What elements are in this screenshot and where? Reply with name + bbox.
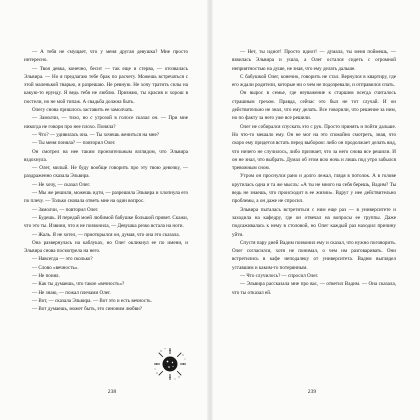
paragraph: — Жаль. Я не хотел, — приоткрылся он, думая, что она это сказала. (32, 231, 180, 238)
paragraph: — Твоя девка, конечно, бесит — так еще и стерва, — отозвалась Эльвира. — Но я предлагаю тебе брак по расчету. Можешь встречаться с этой маленькой тварью, я разрешаю. Не ревную. Не хочу тратить силы на какую-то ерунду. Я ведь тебя не люблю. Признаю, ты красив и хорош в постели, но не мой типаж. А свадьба должна быть. (24, 65, 188, 105)
paragraph: — Вот думаешь, может быть, это синоним любви? (32, 306, 142, 313)
paragraph: С бабушкой Олег, конечно, говорить не стал. Вернулся в квартиру, где его ждали родители, которые ни о чем не подозревали, и отправился спать. (232, 73, 396, 89)
paragraph: Олег не собирался спускать это с рук. Просто принять и пойти дальше. Но что-то мешало ему. Он не мог на это спокойно смотреть, зная, что скоро ему придется встать перед выбором: либо он продолжает делать вид, что ничего не случилось, либо признает, что за него снова все решили. И он не знал, что выбрать. Думал об этом всю ночь и лишь под утро забылся тревожным сном. (232, 123, 396, 172)
paragraph: — Ты меня поняла? — повторил Олег. (32, 140, 116, 147)
paragraph: — Что? — удивилась она. — Ты хочешь жениться на мне? (32, 131, 160, 138)
paragraph: Эльвира пыталась встретиться с ним еще раз — в университете и заходила на кафедру, где он отвечал на вопросы ее группы. Даже подсаживалась к нему в столовой, но Олег каждый раз находил причину уйти. (232, 206, 396, 238)
paragraph: — Вот, — сказала Эльвира. — Вот это и есть вечность. (32, 297, 152, 304)
paragraph: — Не хочу, — сказал Олег. (32, 181, 91, 188)
paragraph: — Олег, милый. Не буду вообще говорить про эту твою девочку, — раздраженно сказала Эльвира. (24, 165, 188, 180)
left-page-number: 238 (107, 389, 117, 395)
paragraph: Он вырос в семье, где неуважение к старшим всегда считалось страшным грехом. Правда, сейчас это был не тот случай. И он действительно не знал, что ему делать. Все говорили, что решение за ним, но по факту за него уже все решили. (232, 90, 396, 122)
starburst-ornament-icon (153, 347, 187, 381)
paragraph: — Мы же решили, можешь идти, — разрешила Эльвира и хлопнула его по плечу. — Только сначала ответь мне на один вопрос. (24, 190, 188, 205)
paragraph: Он смотрел на нее таким пронзительным взглядом, что Эльвира вздохнула. (24, 148, 188, 163)
left-page-text (24, 48, 188, 314)
right-page-text (232, 48, 396, 297)
right-page (210, 0, 420, 420)
paragraph: — Не знаю, — пожал плечами Олег. (32, 289, 111, 296)
paragraph: — Эльвира рассказала мне про вас, — ответил Вадим. — Она сказала, что ты отказал ей. (232, 281, 396, 296)
paragraph: Она развернулась на каблуках, но Олег окликнул ее по имени, и Эльвира снова посмотрела на него. (24, 239, 188, 255)
paragraph: Утром он проснулся рано и долго лежал, глядя в потолок. А в голове крутилась одна и та же мысль: «А ты не много на себя берешь, Вадим? Ты ведь не знаешь, что происходит в ее жизни». Вдруг у нее действительно проблемы, а он даже не спросил. (232, 173, 396, 205)
paragraph: — Навсегда — это сколько? (32, 256, 93, 263)
paragraph: — Не понял. (32, 273, 60, 280)
paragraph: — Будешь. И передай моей любимой бабушке большой привет. Скажи, что это ты. Извини, что я не позвонила, — Девушка резко встала на ноги. (24, 214, 188, 230)
right-page-number: 239 (307, 389, 317, 395)
paragraph: — Замолчи, — тихо, но с угрозой в голосе сказал он. — При мне никогда не говори про нее плохо. Поняла? (24, 115, 188, 130)
paragraph: Олегу снова пришлось заставить ее замолчать. (32, 107, 134, 114)
paragraph: — Нет, ты идиот! Просто идиот! — думала, ты меня поймешь, — взвилась Эльвира и ушла, а Олег остался сидеть с огромной неприятностью на душе, не зная, что ему делать дальше. (232, 49, 396, 72)
paragraph: — Что случилось? — спросил Олег. (240, 273, 319, 280)
paragraph: — Слово «вечность». (32, 264, 79, 271)
paragraph: — Как ты думаешь, что такое «вечность»? (32, 281, 125, 288)
paragraph: Спустя пару дней Вадим позвонил ему и сказал, что нужно поговорить. Олег согласился, хотя не понимал, о чем им разговаривать. Они встретились в кафе неподалеку от университета. Вадим выглядел уставшим и каким-то потерянным. (232, 239, 396, 271)
paragraph: — Замолчи, — повторил Олег. (32, 206, 99, 213)
paragraph: — А тебя не смущает, что у меня другая девушка? Мне просто интересно. (24, 49, 188, 64)
